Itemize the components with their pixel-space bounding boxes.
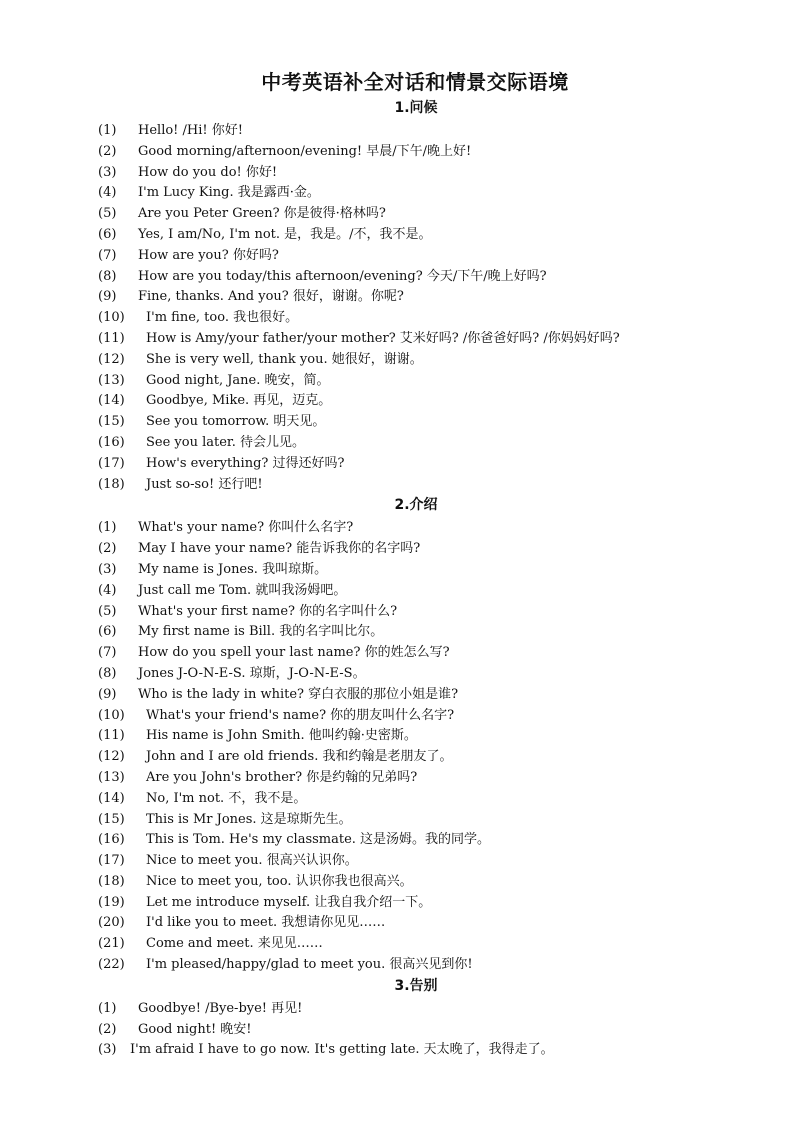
phrase-item: [98, 329, 734, 350]
phrase-number: (6): [98, 226, 117, 242]
phrase-text: See you later. 待会儿见。: [146, 434, 305, 450]
phrase-list: [98, 121, 734, 495]
phrase-item: [98, 664, 734, 685]
phrase-text: Just so-so! 还行吧!: [146, 476, 263, 492]
phrase-text: I'd like you to meet. 我想请你见见……: [146, 915, 386, 931]
phrase-text: What's your first name? 你的名字叫什么?: [138, 603, 398, 619]
phrase-number: (3): [98, 1042, 117, 1058]
phrase-item: [98, 851, 734, 872]
phrase-item: [98, 913, 734, 934]
phrase-text: How do you do! 你好!: [138, 164, 278, 180]
phrase-item: [98, 183, 734, 204]
phrase-text: She is very well, thank you. 她很好，谢谢。: [146, 351, 423, 367]
phrase-text: John and I are old friends. 我和约翰是老朋友了。: [146, 749, 453, 765]
phrase-number: (9): [98, 686, 117, 702]
phrase-text: I'm fine, too. 我也很好。: [146, 310, 299, 326]
phrase-item: [98, 602, 734, 623]
phrase-item: [98, 412, 734, 433]
phrase-number: (4): [98, 582, 117, 598]
phrase-text: How are you today/this afternoon/evening? 今天/下午/晚上好吗?: [138, 268, 547, 284]
phrase-text: What's your name? 你叫什么名字?: [138, 520, 354, 536]
phrase-number: (19): [98, 894, 125, 910]
document-title: 中考英语补全对话和情景交际语境: [261, 70, 569, 94]
phrase-number: (18): [98, 476, 125, 492]
phrase-text: No, I'm not. 不，我不是。: [146, 790, 307, 806]
phrase-text: Nice to meet you. 很高兴认识你。: [146, 853, 358, 869]
phrase-text: Nice to meet you, too. 认识你我也很高兴。: [146, 873, 413, 889]
phrase-item: [98, 768, 734, 789]
phrase-text: His name is John Smith. 他叫约翰·史密斯。: [146, 728, 417, 744]
phrase-item: [98, 685, 734, 706]
phrase-text: How is Amy/your father/your mother? 艾米好吗? /你爸爸好吗? /你妈妈好吗?: [146, 330, 620, 346]
phrase-item: [98, 225, 734, 246]
phrase-item: [98, 706, 734, 727]
phrase-number: (21): [98, 936, 125, 952]
phrase-text: I'm afraid I have to go now. It's getting late. 天太晚了，我得走了。: [130, 1042, 554, 1058]
phrase-number: (2): [98, 143, 117, 159]
phrase-text: Goodbye, Mike. 再见，迈克。: [146, 393, 332, 409]
phrase-item: [98, 350, 734, 371]
phrase-text: Good night! 晚安!: [138, 1021, 252, 1037]
phrase-item: [98, 622, 734, 643]
phrase-item: [98, 204, 734, 225]
phrase-list: [98, 999, 734, 1061]
phrase-item: [98, 1040, 734, 1061]
sections-container: [98, 99, 734, 1061]
phrase-text: Just call me Tom. 就叫我汤姆吧。: [138, 582, 347, 598]
phrase-text: Good night, Jane. 晚安，简。: [146, 372, 330, 388]
phrase-number: (1): [98, 1000, 117, 1016]
phrase-text: How are you? 你好吗?: [138, 247, 279, 263]
phrase-number: (8): [98, 665, 117, 681]
phrase-item: [98, 789, 734, 810]
phrase-text: Jones J-O-N-E-S. 琼斯，J-O-N-E-S。: [138, 665, 366, 681]
phrase-number: (17): [98, 455, 125, 471]
phrase-number: (18): [98, 873, 125, 889]
phrase-number: (16): [98, 434, 125, 450]
phrase-item: [98, 872, 734, 893]
phrase-number: (2): [98, 541, 117, 557]
phrase-item: [98, 142, 734, 163]
phrase-text: My name is Jones. 我叫琼斯。: [138, 561, 328, 577]
phrase-item: [98, 539, 734, 560]
phrase-number: (5): [98, 603, 117, 619]
phrase-number: (15): [98, 414, 125, 430]
phrase-number: (3): [98, 561, 117, 577]
phrase-number: (4): [98, 185, 117, 201]
phrase-text: I'm pleased/happy/glad to meet you. 很高兴见到你!: [146, 957, 473, 973]
phrase-item: [98, 955, 734, 976]
phrase-number: (22): [98, 957, 125, 973]
phrase-text: This is Mr Jones. 这是琼斯先生。: [146, 811, 352, 827]
phrase-text: Good morning/afternoon/evening! 早晨/下午/晚上好!: [138, 143, 472, 159]
phrase-text: How do you spell your last name? 你的姓怎么写?: [138, 645, 450, 661]
phrase-text: My first name is Bill. 我的名字叫比尔。: [138, 624, 384, 640]
phrase-number: (10): [98, 707, 125, 723]
phrase-item: [98, 287, 734, 308]
phrase-item: [98, 163, 734, 184]
phrase-number: (9): [98, 289, 117, 305]
phrase-text: Let me introduce myself. 让我自我介绍一下。: [146, 894, 432, 910]
phrase-item: [98, 475, 734, 496]
phrase-text: I'm Lucy King. 我是露西·金。: [138, 185, 320, 201]
phrase-number: (12): [98, 351, 125, 367]
phrase-item: [98, 518, 734, 539]
phrase-number: (7): [98, 645, 117, 661]
phrase-item: [98, 267, 734, 288]
phrase-text: Come and meet. 来见见……: [146, 936, 323, 952]
phrase-number: (10): [98, 310, 125, 326]
phrase-item: [98, 308, 734, 329]
phrase-text: Who is the lady in white? 穿白衣服的那位小姐是谁?: [138, 686, 459, 702]
phrase-number: (7): [98, 247, 117, 263]
phrase-number: (14): [98, 393, 125, 409]
phrase-number: (1): [98, 123, 117, 138]
phrase-item: [98, 726, 734, 747]
phrase-text: See you tomorrow. 明天见。: [146, 414, 326, 430]
phrase-item: [98, 999, 734, 1020]
phrase-number: (14): [98, 790, 125, 806]
phrase-number: (3): [98, 164, 117, 180]
phrase-list: [98, 518, 734, 976]
phrase-item: [98, 454, 734, 475]
phrase-item: [98, 371, 734, 392]
section-heading: 3.告别: [394, 977, 438, 994]
phrase-number: (17): [98, 853, 125, 869]
phrase-text: Are you Peter Green? 你是彼得·格林吗?: [138, 206, 386, 222]
phrase-text: How's everything? 过得还好吗?: [146, 455, 345, 471]
phrase-number: (6): [98, 624, 117, 640]
phrase-text: Fine, thanks. And you? 很好，谢谢。你呢?: [138, 289, 404, 305]
phrase-text: Are you John's brother? 你是约翰的兄弟吗?: [146, 769, 418, 785]
phrase-item: [98, 830, 734, 851]
phrase-item: [98, 391, 734, 412]
phrase-text: Goodbye! /Bye-bye! 再见!: [138, 1000, 303, 1016]
phrase-number: (2): [98, 1021, 117, 1037]
phrase-number: (20): [98, 915, 125, 931]
phrase-text: Yes, I am/No, I'm not. 是，我是。/不，我不是。: [138, 226, 432, 242]
phrase-text: Hello! /Hi! 你好!: [138, 123, 243, 138]
phrase-item: [98, 121, 734, 142]
phrase-item: [98, 246, 734, 267]
phrase-item: [98, 1020, 734, 1041]
phrase-item: [98, 893, 734, 914]
phrase-number: (1): [98, 520, 117, 536]
phrase-item: [98, 643, 734, 664]
phrase-number: (13): [98, 372, 125, 388]
phrase-number: (12): [98, 749, 125, 765]
phrase-text: This is Tom. He's my classmate. 这是汤姆。我的同学。: [146, 832, 491, 848]
phrase-text: What's your friend's name? 你的朋友叫什么名字?: [146, 707, 455, 723]
phrase-item: [98, 747, 734, 768]
phrase-item: [98, 581, 734, 602]
phrase-number: (13): [98, 769, 125, 785]
phrase-number: (15): [98, 811, 125, 827]
phrase-text: May I have your name? 能告诉我你的名字吗?: [138, 541, 421, 557]
phrase-item: [98, 810, 734, 831]
phrase-number: (8): [98, 268, 117, 284]
phrase-number: (5): [98, 206, 117, 222]
section-heading: 2.介绍: [394, 497, 438, 514]
phrase-number: (11): [98, 728, 125, 744]
phrase-item: [98, 934, 734, 955]
phrase-item: [98, 433, 734, 454]
section-heading: 1.问候: [394, 100, 438, 116]
phrase-number: (11): [98, 330, 125, 346]
phrase-item: [98, 560, 734, 581]
phrase-number: (16): [98, 832, 125, 848]
